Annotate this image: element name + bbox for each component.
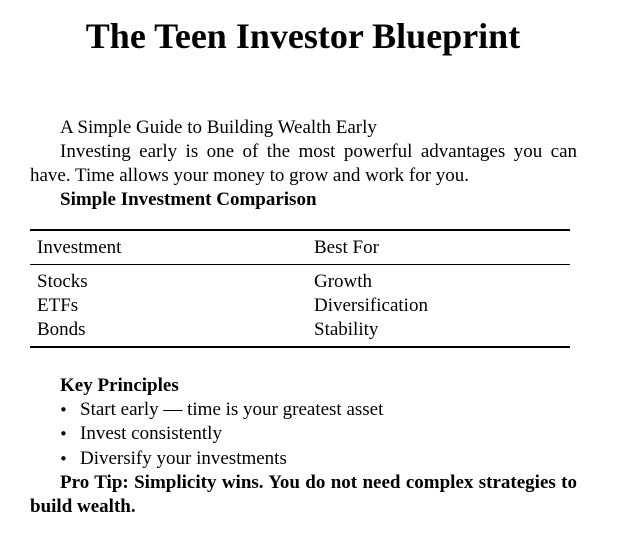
- bullet-icon: •: [59, 401, 68, 419]
- table-bottom-rule: [30, 346, 570, 348]
- principles-heading: Key Principles: [60, 375, 179, 396]
- table-cell-best-for: Stability: [314, 319, 379, 340]
- list-item-text: Invest consistently: [80, 423, 222, 444]
- bullet-icon: •: [59, 450, 68, 468]
- intro-paragraph: Investing early is one of the most powerful advantages you can have. Time allows your money to grow and work for you.: [30, 141, 577, 186]
- table-cell-best-for: Growth: [314, 271, 373, 292]
- pro-tip: Pro Tip: Simplicity wins. You do not need complex strategies to build wealth.: [30, 472, 577, 517]
- bullet-icon: •: [59, 425, 68, 443]
- table-cell-investment: ETFs: [37, 295, 79, 316]
- document-title: The Teen Investor Blueprint: [85, 16, 521, 56]
- table-top-rule: [30, 229, 570, 231]
- table-cell-investment: Bonds: [37, 319, 86, 340]
- table-header-investment: Investment: [37, 237, 122, 258]
- table-header-best-for: Best For: [314, 237, 379, 258]
- table-cell-investment: Stocks: [37, 271, 88, 292]
- table-cell-best-for: Diversification: [314, 295, 428, 316]
- subtitle: A Simple Guide to Building Wealth Early: [60, 117, 377, 138]
- table-mid-rule: [30, 264, 570, 265]
- list-item-text: Start early — time is your greatest asset: [80, 399, 384, 420]
- comparison-heading: Simple Investment Comparison: [60, 189, 317, 210]
- list-item-text: Diversify your investments: [80, 448, 287, 469]
